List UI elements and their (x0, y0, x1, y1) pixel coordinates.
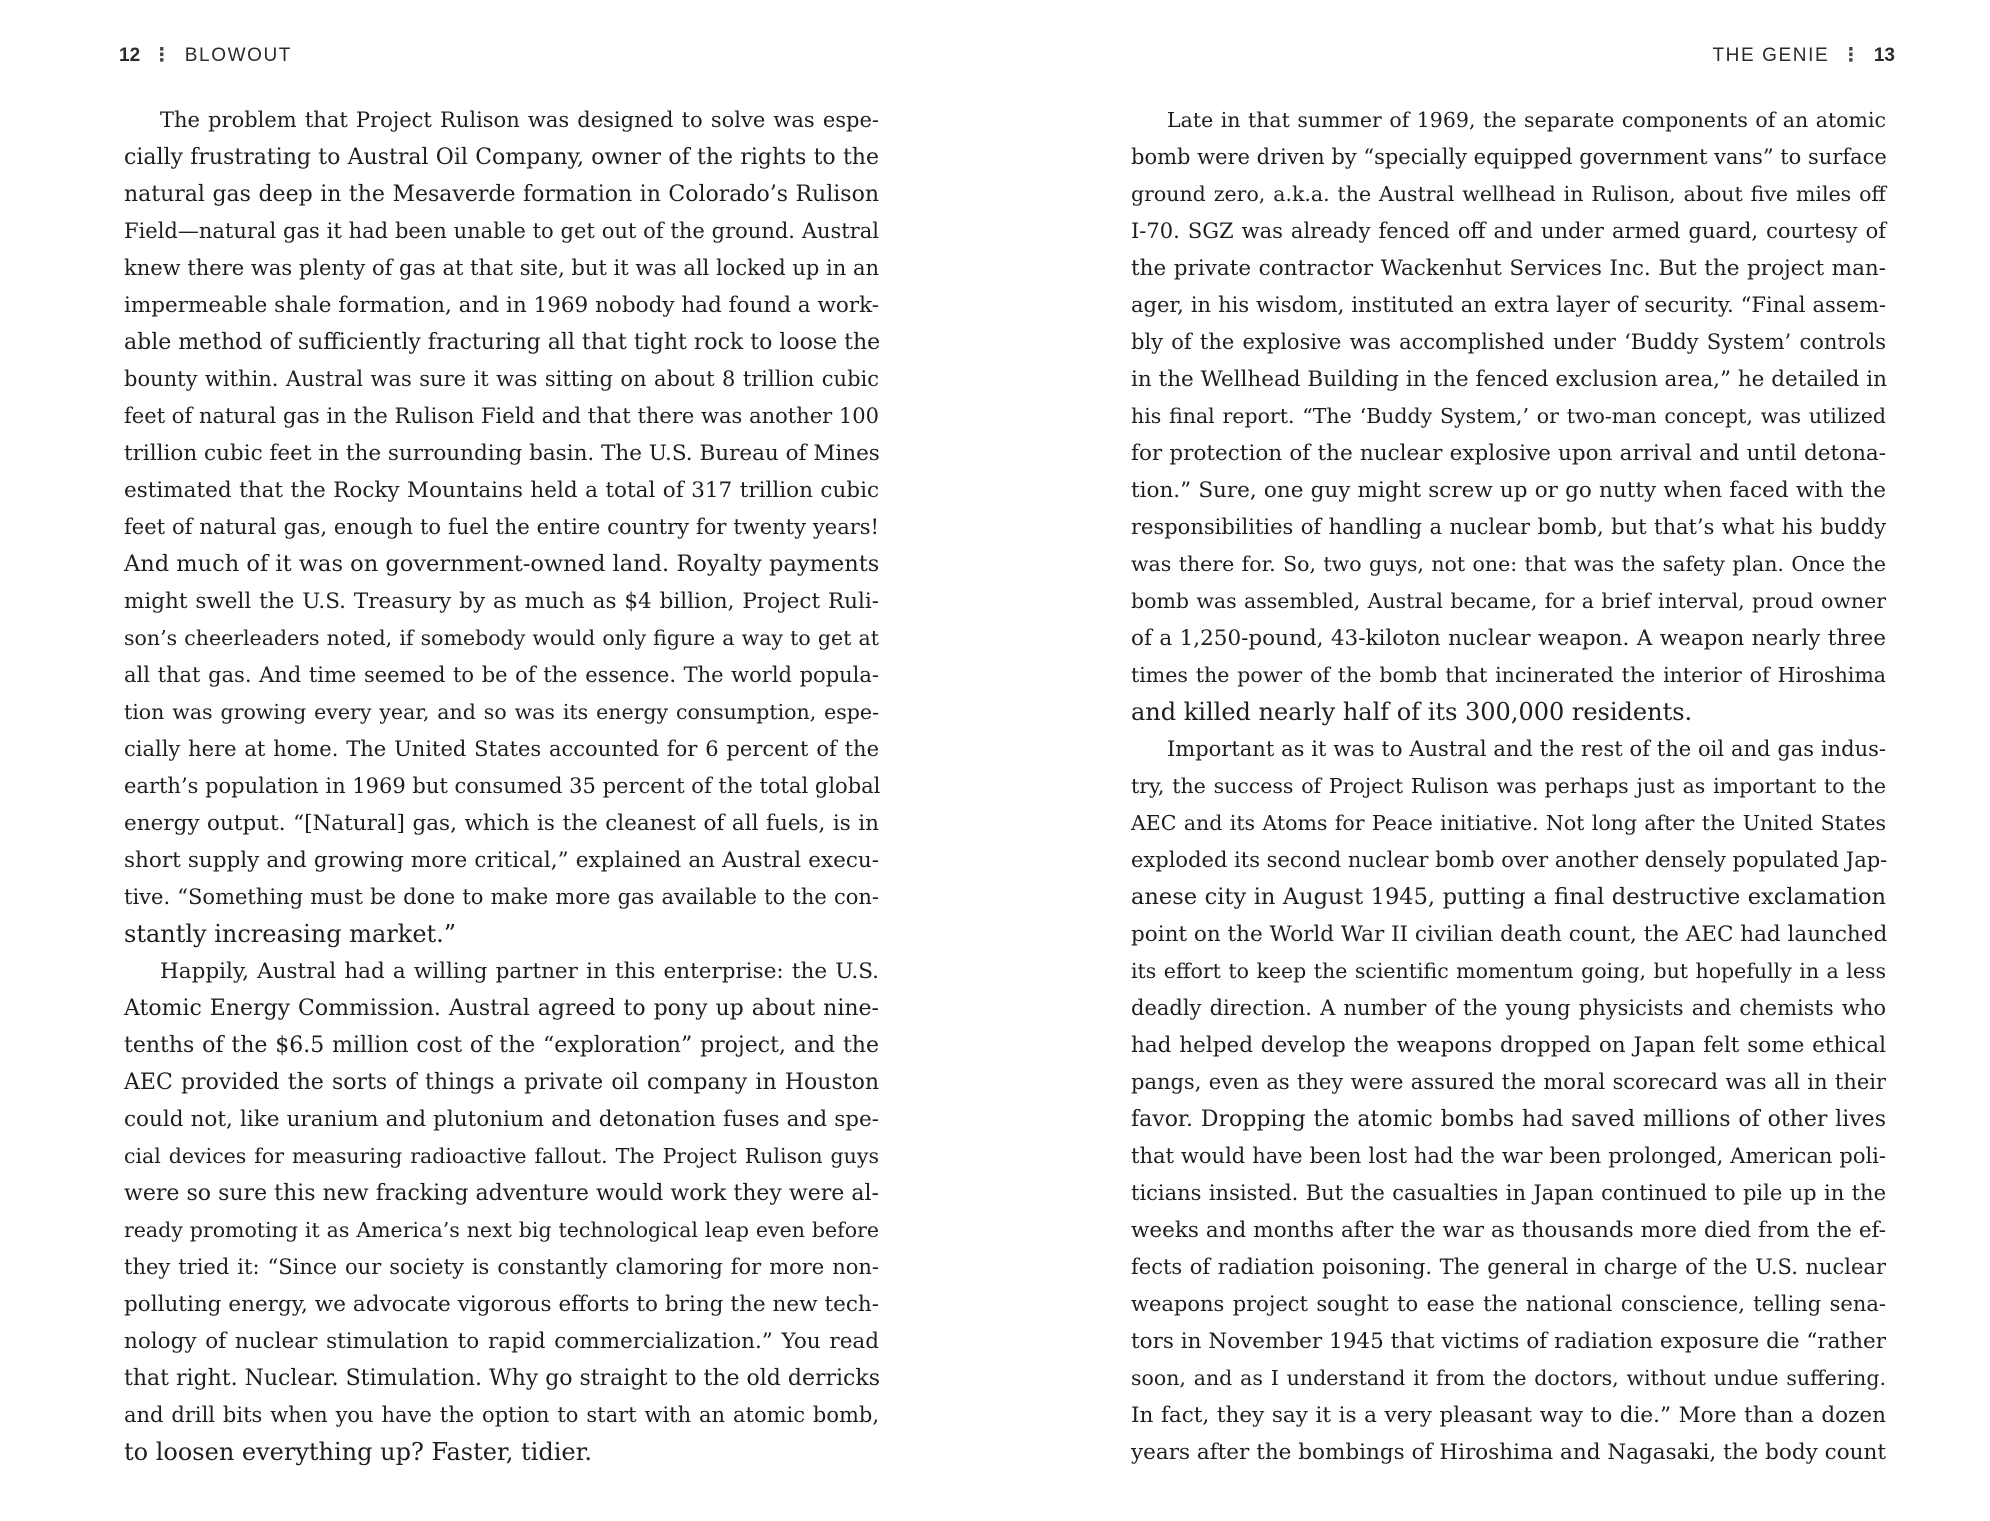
text-line: feet of natural gas in the Rulison Field and that there was another 100 (124, 404, 879, 428)
text-line: was there for. So, two guys, not one: that was the safety plan. Once the (1131, 552, 1886, 576)
text-line: to loosen everything up? Faster, tidier. (124, 1438, 593, 1466)
text-line: ticians insisted. But the casualties in Japan continued to pile up in the (1131, 1181, 1886, 1205)
text-line: Happily, Austral had a willing partner in this enterprise: the U.S. (160, 959, 879, 984)
text-line: exploded its second nuclear bomb over another densely populated Jap- (1131, 848, 1888, 872)
text-line: point on the World War II civilian death count, the AEC had launched (1131, 922, 1888, 947)
text-line: in the Wellhead Building in the fenced exclusion area,” he detailed in (1131, 367, 1887, 392)
text-line: stantly increasing market.” (124, 920, 457, 948)
text-line: his final report. “The ‘Buddy System,’ or two-man concept, was utilized (1131, 404, 1886, 428)
text-line: I-70. SGZ was already fenced off and under armed guard, courtesy of (1131, 219, 1886, 243)
separator-glyph: ⋮ (1841, 45, 1862, 66)
right-body-text (1131, 102, 1886, 1471)
text-line: fects of radiation poisoning. The general in charge of the U.S. nuclear (1131, 1255, 1886, 1279)
text-line: polluting energy, we advocate vigorous efforts to bring the new tech- (124, 1292, 879, 1317)
text-line: of a 1,250-pound, 43-kiloton nuclear weapon. A weapon nearly three (1131, 626, 1886, 651)
text-line: son’s cheerleaders noted, if somebody would only figure a way to get at (124, 626, 879, 650)
text-line: soon, and as I understand it from the doctors, without undue suffering. (1131, 1366, 1886, 1390)
text-line: tors in November 1945 that victims of radiation exposure die “rather (1131, 1329, 1886, 1354)
text-line: tive. “Something must be done to make more gas available to the con- (124, 885, 879, 909)
text-line: Late in that summer of 1969, the separate components of an atomic (1167, 108, 1886, 132)
text-line: that right. Nuclear. Stimulation. Why go straight to the old derricks (124, 1366, 880, 1391)
text-line: tenths of the $6.5 million cost of the “exploration” project, and the (124, 1033, 879, 1058)
right-running-head (1712, 44, 1895, 67)
text-line: were so sure this new fracking adventure would work they were al- (124, 1181, 879, 1206)
text-line: favor. Dropping the atomic bombs had saved millions of other lives (1131, 1107, 1886, 1132)
text-line: its effort to keep the scientific momentum going, but hopefully in a less (1131, 959, 1886, 983)
text-line: and drill bits when you have the option to start with an atomic bomb, (124, 1403, 879, 1427)
text-line: bounty within. Austral was sure it was sitting on about 8 trillion cubic (124, 367, 879, 391)
text-line: could not, like uranium and plutonium and detonation fuses and spe- (124, 1107, 879, 1132)
text-line: deadly direction. A number of the young physicists and chemists who (1131, 996, 1886, 1020)
text-line: try, the success of Project Rulison was perhaps just as important to the (1131, 774, 1886, 798)
text-line: ready promoting it as America’s next big technological leap even before (124, 1218, 879, 1242)
text-line: AEC provided the sorts of things a private oil company in Houston (124, 1070, 879, 1095)
text-line: Field—natural gas it had been unable to get out of the ground. Austral (124, 219, 879, 243)
text-line: ground zero, a.k.a. the Austral wellhead in Rulison, about five miles off (1131, 182, 1886, 206)
page-number: 13 (1873, 45, 1895, 66)
separator-glyph: ⋮ (152, 45, 173, 66)
text-line: knew there was plenty of gas at that site, but it was all locked up in an (124, 256, 879, 280)
text-line: times the power of the bomb that incinerated the interior of Hiroshima (1131, 663, 1886, 687)
text-line: years after the bombings of Hiroshima and Nagasaki, the body count (1131, 1440, 1886, 1465)
text-line: that would have been lost had the war been prolonged, American poli- (1131, 1144, 1886, 1168)
text-line: short supply and growing more critical,” explained an Austral execu- (124, 848, 879, 873)
text-line: tion was growing every year, and so was its energy consumption, espe- (124, 700, 879, 724)
text-line: cially here at home. The United States accounted for 6 percent of the (124, 737, 879, 761)
text-line: all that gas. And time seemed to be of the essence. The world popula- (124, 663, 879, 687)
text-line: The problem that Project Rulison was designed to solve was espe- (160, 108, 879, 132)
text-line: bomb was assembled, Austral became, for a brief interval, proud owner (1131, 589, 1886, 613)
text-line: for protection of the nuclear explosive upon arrival and until detona- (1131, 441, 1886, 466)
text-line: estimated that the Rocky Mountains held a total of 317 trillion cubic (124, 478, 879, 503)
chapter-title: THE GENIE (1712, 45, 1830, 66)
text-line: trillion cubic feet in the surrounding basin. The U.S. Bureau of Mines (124, 441, 880, 466)
text-line: bly of the explosive was accomplished under ‘Buddy System’ controls (1131, 330, 1886, 354)
left-body-text (124, 102, 879, 1471)
text-line: AEC and its Atoms for Peace initiative. Not long after the United States (1131, 811, 1886, 835)
text-line: cially frustrating to Austral Oil Company, owner of the rights to the (124, 145, 879, 170)
page-number: 12 (119, 45, 141, 66)
text-line: the private contractor Wackenhut Services Inc. But the project man- (1131, 256, 1886, 281)
text-line: pangs, even as they were assured the moral scorecard was all in their (1131, 1070, 1886, 1094)
text-line: weapons project sought to ease the national conscience, telling sena- (1131, 1292, 1886, 1316)
book-title: BLOWOUT (184, 45, 293, 66)
text-line: might swell the U.S. Treasury by as much as $4 billion, Project Ruli- (124, 589, 879, 614)
text-line: bomb were driven by “specially equipped government vans” to surface (1131, 145, 1887, 169)
left-running-head (119, 44, 292, 67)
text-line: and killed nearly half of its 300,000 residents. (1131, 698, 1693, 726)
text-line: feet of natural gas, enough to fuel the entire country for twenty years! (124, 515, 879, 539)
text-line: cial devices for measuring radioactive fallout. The Project Rulison guys (124, 1144, 879, 1168)
text-line: had helped develop the weapons dropped on Japan felt some ethical (1131, 1033, 1886, 1058)
text-line: impermeable shale formation, and in 1969 nobody had found a work- (124, 293, 879, 318)
text-line: In fact, they say it is a very pleasant way to die.” More than a dozen (1131, 1403, 1886, 1428)
text-line: Important as it was to Austral and the rest of the oil and gas indus- (1167, 737, 1886, 761)
text-line: they tried it: “Since our society is constantly clamoring for more non- (124, 1255, 879, 1279)
text-line: And much of it was on government-owned land. Royalty payments (124, 551, 880, 577)
text-line: tion.” Sure, one guy might screw up or go nutty when faced with the (1131, 478, 1886, 503)
text-line: responsibilities of handling a nuclear bomb, but that’s what his buddy (1131, 515, 1886, 539)
text-line: Atomic Energy Commission. Austral agreed to pony up about nine- (124, 996, 879, 1021)
text-line: able method of sufficiently fracturing all that tight rock to loose the (124, 330, 881, 355)
text-line: anese city in August 1945, putting a final destructive exclamation (1131, 884, 1886, 910)
text-line: weeks and months after the war as thousands more died from the ef- (1131, 1218, 1886, 1243)
text-line: ager, in his wisdom, instituted an extra layer of security. “Final assem- (1131, 293, 1886, 317)
text-line: earth’s population in 1969 but consumed 35 percent of the total global (124, 774, 881, 798)
text-line: nology of nuclear stimulation to rapid commercialization.” You read (124, 1329, 879, 1354)
text-line: energy output. “[Natural] gas, which is the cleanest of all fuels, is in (124, 811, 879, 836)
text-line: natural gas deep in the Mesaverde formation in Colorado’s Rulison (124, 182, 879, 207)
